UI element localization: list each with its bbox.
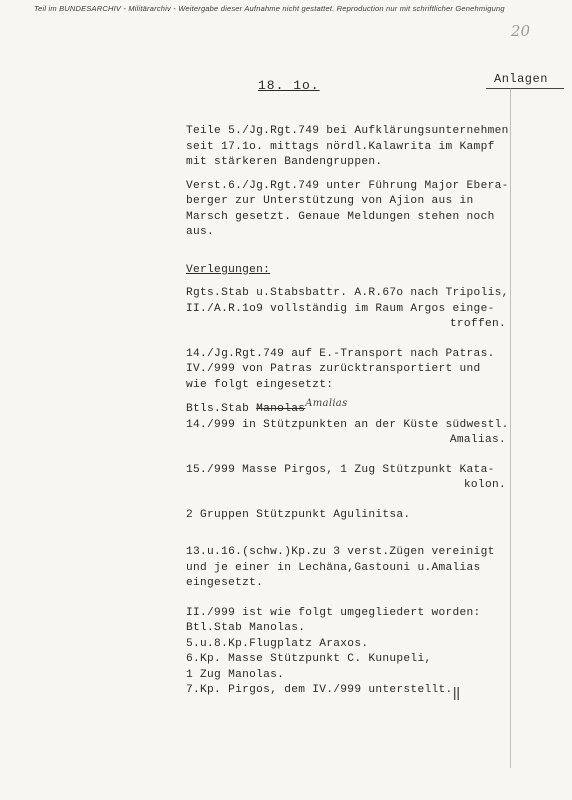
report-date: 18. 1o.: [258, 78, 320, 93]
text-line: [186, 398, 506, 418]
text-line: Btl.Stab Manolas.: [186, 622, 306, 634]
handwritten-correction: Amalias: [305, 398, 348, 409]
text-line: troffen.: [449, 318, 506, 330]
handwritten-mark: ǁ: [452, 684, 461, 705]
struck-word: Manolas: [256, 403, 306, 415]
text-line: 13.u.16.(schw.)Kp.zu 3 verst.Zügen vereinigt: [186, 546, 495, 558]
btls-prefix: Btls.Stab: [186, 403, 257, 415]
section-heading: Verlegungen:: [186, 263, 271, 276]
text-line: berger zur Unterstützung von Ajion aus in: [186, 195, 474, 207]
text-line: Verst.6./Jg.Rgt.749 unter Führung Major Ebera-: [186, 179, 509, 192]
text-line: 7.Kp. Pirgos, dem IV./999 unterstellt.: [186, 684, 453, 696]
text-line: 14./999 in Stützpunkten an der Küste südwestl.: [186, 418, 509, 431]
text-line: 6.Kp. Masse Stützpunkt C. Kunupeli,: [186, 653, 432, 665]
text-line: IV./999 von Patras zurücktransportiert und: [186, 363, 481, 375]
text-line: aus.: [186, 226, 215, 238]
text-line: kolon.: [463, 479, 506, 491]
text-line: wie folgt eingesetzt:: [186, 378, 334, 391]
text-line: 2 Gruppen Stützpunkt Agulinitsa.: [186, 508, 411, 521]
handwritten-page-number: 20: [510, 22, 530, 40]
text-line: seit 17.1o. mittags nördl.Kalawrita im Kampf: [186, 140, 495, 153]
text-line: und je einer in Lechäna,Gastouni u.Amalias: [186, 561, 481, 574]
margin-rule: [510, 88, 511, 768]
text-line: Rgts.Stab u.Stabsbattr. A.R.67o nach Tripolis,: [186, 287, 509, 299]
text-line: II./999 ist wie folgt umgegliedert worden:: [186, 606, 481, 619]
archive-stamp: Teil im BUNDESARCHIV - Militärarchiv - Weitergabe dieser Aufnahme nicht gestattet. Reproduction nur mit schriftlicher Genehmigung: [34, 4, 505, 13]
text-line: II./A.R.1o9 vollständig im Raum Argos einge-: [186, 302, 495, 315]
text-line: Teile 5./Jg.Rgt.749 bei Aufklärungsunternehmen: [186, 125, 509, 137]
text-line: Marsch gesetzt. Genaue Meldungen stehen noch: [186, 210, 495, 223]
annex-underline: [486, 88, 564, 89]
text-line: eingesetzt.: [186, 577, 264, 589]
text-line: 1 Zug Manolas.: [186, 668, 285, 681]
text-line: 14./Jg.Rgt.749 auf E.-Transport nach Patras.: [186, 347, 495, 360]
report-body: [186, 124, 509, 699]
text-line: mit stärkeren Bandengruppen.: [186, 156, 383, 168]
text-line: 5.u.8.Kp.Flugplatz Araxos.: [186, 637, 369, 650]
text-line: 15./999 Masse Pirgos, 1 Zug Stützpunkt Kata-: [186, 463, 495, 476]
text-line: Amalias.: [449, 434, 506, 446]
annex-label: Anlagen: [494, 72, 548, 86]
